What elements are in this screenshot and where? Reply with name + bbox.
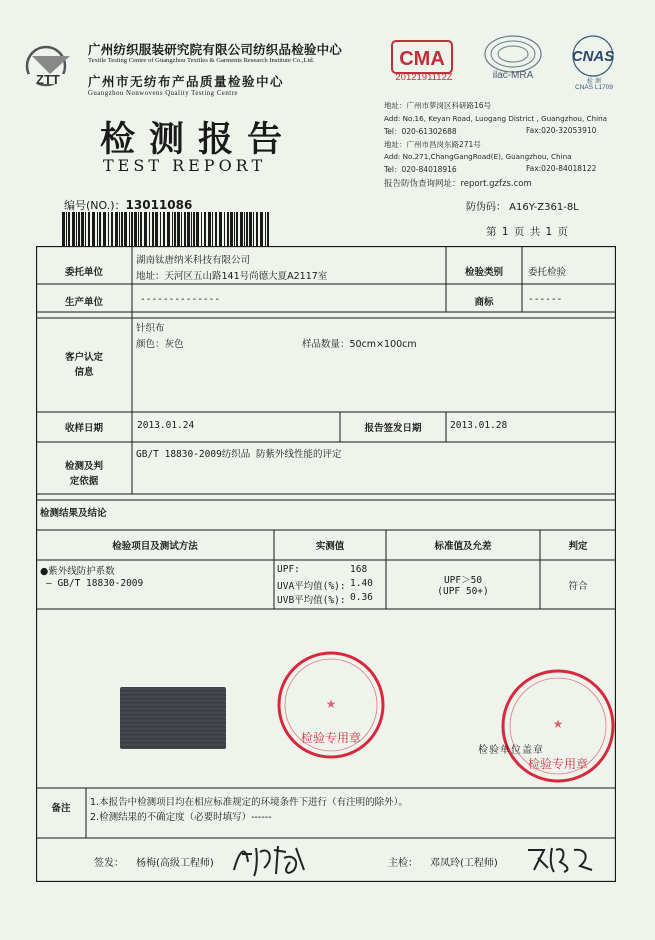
barcode-bar (115, 212, 118, 246)
query-url: 报告防伪查询网址：report.gzfzs.com (384, 179, 532, 189)
ztt-logo-icon (22, 44, 82, 90)
sign-name: 杨梅(高级工程师) (136, 858, 214, 869)
barcode-bar (224, 212, 225, 246)
barcode-bar (152, 212, 154, 246)
barcode-bar (134, 212, 137, 246)
svg-text:★: ★ (552, 717, 564, 731)
inspection-seal-a (276, 650, 386, 760)
barcode-bar (265, 212, 266, 246)
barcode-bar (88, 212, 90, 246)
cma-text: CMA (399, 48, 445, 70)
barcode-bar (172, 212, 173, 246)
org-name-en-1: Textile Testing Centre of Guangzhou Textiles & Garments Research Institute Co.,Ltd. (88, 57, 315, 64)
standard-line-1: UPF＞50 (443, 575, 483, 586)
barcode-bar (124, 212, 127, 246)
barcode-bar (66, 212, 67, 246)
barcode-bar (177, 212, 180, 246)
col-value-header: 实测值 (315, 541, 345, 552)
report-title-cn: 检测报告 (100, 119, 297, 160)
upf-value: 168 (350, 564, 368, 575)
col-judge-header: 判定 (568, 541, 588, 552)
barcode-bar (240, 212, 243, 246)
sample-color: 颜色：灰色 (136, 339, 184, 350)
barcode-bar (62, 212, 65, 246)
barcode-bar (144, 212, 147, 246)
client-label: 委托单位 (64, 267, 103, 278)
org-name-cn-1: 广州纺织服装研究院有限公司纺织品检验中心 (88, 42, 343, 57)
basis-label-2: 定依据 (69, 476, 99, 487)
barcode-bar (201, 212, 202, 246)
barcode-bar (163, 212, 165, 246)
issue-date: 2013.01.28 (450, 420, 508, 431)
barcode-bar (97, 212, 98, 246)
address-line-3: 地址：广州市昌岗东路271号 (384, 140, 481, 149)
host-name: 邓凤玲(工程师) (430, 858, 498, 869)
item-name-text: 紫外线防护系数 (48, 566, 115, 577)
fax-1: Fax:020-32053910 (526, 126, 597, 135)
barcode-bar (72, 212, 75, 246)
report-number-label: 编号(NO.)： (64, 199, 126, 212)
svg-text:★: ★ (325, 697, 337, 711)
receive-date-label: 收样日期 (64, 423, 103, 434)
barcode-bar (108, 212, 109, 246)
cnas-sub-cn: 检 测 (587, 78, 601, 85)
barcode-bar (187, 212, 190, 246)
results-title: 检测结果及结论 (40, 508, 107, 519)
barcode-bar (103, 212, 106, 246)
standard-line-2: (UPF 50+) (437, 586, 489, 597)
upf-label: UPF: (277, 564, 300, 575)
judge-value: 符合 (568, 581, 588, 592)
barcode-bar (246, 212, 248, 246)
uva-label: UVA平均值(%): (277, 581, 346, 592)
col-standard-header: 标准值及允差 (434, 541, 492, 552)
barcode-bar (260, 212, 263, 246)
barcode-bar (267, 212, 269, 246)
barcode-bar (119, 212, 120, 246)
signature-inspector (524, 840, 596, 876)
barcode-bar (249, 212, 252, 246)
barcode-bar (215, 212, 217, 246)
host-label: 主检： (388, 858, 418, 869)
ilac-text: ilac-MRA (492, 70, 534, 81)
uvb-value: 0.36 (350, 592, 373, 603)
customer-info-label-2: 信息 (74, 367, 94, 378)
client-address: 地址：天河区五山路141号尚德大夏A2117室 (136, 271, 328, 282)
barcode-bar (138, 212, 139, 246)
cnas-sub-code: CNAS L1709 (575, 84, 613, 91)
cma-number: 2012191112Z (395, 72, 453, 83)
cnas-text: CNAS (571, 48, 615, 65)
report-title-en: TEST REPORT (103, 156, 267, 175)
signature-issuer (230, 840, 310, 880)
report-number-value: 13011086 (125, 198, 193, 212)
barcode-bar (236, 212, 238, 246)
barcode-bar (174, 212, 176, 246)
item-bullet: ● (40, 566, 49, 577)
customer-info-label-1: 客户认定 (64, 352, 103, 363)
sign-label: 签发： (94, 858, 124, 869)
barcode-bar (230, 212, 233, 246)
barcode-bar (140, 212, 142, 246)
barcode-bar (81, 212, 84, 246)
tel-2: Tel：020-84018916 (384, 165, 457, 174)
barcode-bar (149, 212, 150, 246)
brand-value: ------ (528, 294, 563, 305)
org-name-cn-2: 广州市无纺布产品质量检验中心 (88, 74, 285, 89)
org-name-en-2: Guangzhou Nonwovens Quality Testing Centre (88, 90, 238, 97)
inspect-type-value: 委托检验 (528, 267, 567, 278)
stamp-label: 检验单位盖章 (478, 745, 544, 756)
barcode-bar (227, 212, 229, 246)
issue-date-label: 报告签发日期 (364, 423, 422, 434)
fabric-sample-image (120, 687, 226, 749)
barcode-bar (99, 212, 101, 246)
tel-1: Tel：020-61302688 (384, 127, 457, 136)
receive-date: 2013.01.24 (137, 420, 195, 431)
sample-quantity: 样品数量：50cm×100cm (302, 339, 417, 350)
barcode-bar (184, 212, 186, 246)
uvb-label: UVB平均值(%): (277, 595, 346, 606)
address-line-2: Add: No.16, Keyan Road, Luogang District , Guangzhou, China (384, 114, 608, 123)
basis-label-1: 检测及判 (64, 461, 103, 472)
barcode-bar (212, 212, 213, 246)
barcode-bar (85, 212, 86, 246)
barcode-bar (167, 212, 170, 246)
logo-text: ZTT (36, 72, 60, 87)
barcode-bar (219, 212, 222, 246)
barcode-bar (196, 212, 199, 246)
seal-b-text: 检验专用章 (527, 757, 589, 771)
address-line-1: 地址：广州市萝岗区科研路16号 (384, 101, 492, 110)
barcode-bar (68, 212, 70, 246)
inspection-seal-b (500, 668, 616, 784)
inspect-type-label: 检验类别 (464, 267, 503, 278)
ilac-mra-badge-icon (478, 30, 548, 86)
barcode-bar (160, 212, 161, 246)
address-line-4: Add: No.271,ChangGangRoad(E), Guangzhou, China (384, 152, 572, 161)
barcode-bar (204, 212, 206, 246)
barcode-bar (92, 212, 95, 246)
barcode-bar (129, 212, 130, 246)
barcode-bar (181, 212, 182, 246)
col-item-header: 检验项目及测试方法 (112, 541, 198, 552)
barcode-bar (111, 212, 113, 246)
seal-a-text: 检验专用章 (300, 731, 362, 745)
barcode-bar (155, 212, 158, 246)
uva-value: 1.40 (350, 578, 373, 589)
item-name (40, 563, 115, 577)
item-method: — GB/T 18830-2009 (46, 578, 144, 589)
basis-value: GB/T 18830-2009纺织品 防紫外线性能的评定 (136, 449, 342, 460)
barcode-bar (253, 212, 254, 246)
fax-2: Fax:020-84018122 (526, 164, 597, 173)
barcode-icon (62, 212, 272, 248)
report-number (64, 197, 192, 213)
barcode-bar (193, 212, 195, 246)
sample-name: 针织布 (136, 323, 165, 334)
barcode-bar (208, 212, 211, 246)
barcode-bar (78, 212, 80, 246)
anti-fake-code: 防伪码： A16Y-Z361-8L (466, 202, 579, 213)
producer-value: -------------- (140, 294, 221, 305)
barcode-bar (244, 212, 245, 246)
barcode-bar (191, 212, 192, 246)
brand-label: 商标 (474, 297, 494, 308)
barcode-bar (234, 212, 235, 246)
remark-label: 备注 (51, 803, 71, 814)
producer-label: 生产单位 (64, 297, 103, 308)
barcode-bar (131, 212, 133, 246)
remark-1: 1.本报告中检测项目均在相应标准规定的环境条件下进行（有注明的除外）。 (90, 797, 408, 808)
barcode-bar (76, 212, 77, 246)
client-name: 湖南钛唐纳米科技有限公司 (136, 255, 251, 266)
barcode-bar (121, 212, 123, 246)
page-info: 第 1 页 共 1 页 (486, 226, 570, 238)
barcode-bar (256, 212, 258, 246)
remark-2: 2.检测结果的不确定度（必要时填写）------ (90, 812, 272, 823)
